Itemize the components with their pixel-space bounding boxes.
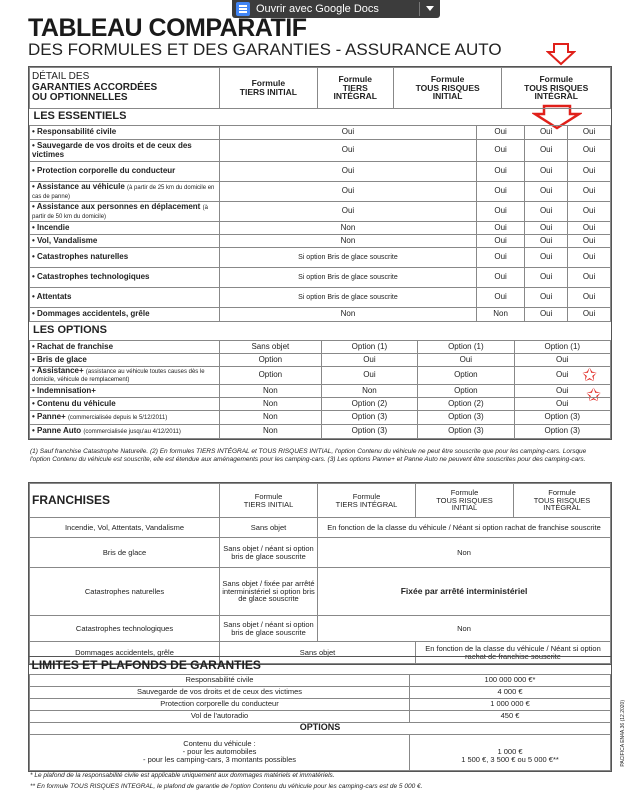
cell-value: Option (1)	[321, 341, 417, 354]
cell-value: Non	[220, 235, 477, 248]
row-label: Sauvegarde de vos droits et de ceux des victimes	[30, 686, 410, 698]
page-title: TABLEAU COMPARATIF	[28, 14, 307, 42]
cell-value: Oui	[525, 268, 568, 288]
cell-value: Oui	[525, 126, 568, 140]
row-label: • Indemnisation+	[30, 384, 220, 397]
cell-value: Option (2)	[418, 397, 514, 410]
cell-value: Non	[220, 424, 322, 438]
limits-table	[28, 656, 612, 772]
row-label: • Dommages accidentels, grêle	[30, 308, 220, 322]
table-row	[30, 341, 611, 354]
row-label: • Rachat de franchise	[30, 341, 220, 354]
cell-value: Option	[418, 367, 514, 385]
cell-value: Oui	[321, 354, 417, 367]
table-row	[30, 288, 611, 308]
open-with-label: Ouvrir avec Google Docs	[256, 3, 379, 15]
table-row	[30, 140, 611, 162]
cell-value: Oui	[476, 268, 524, 288]
section-title: FRANCHISES	[30, 484, 220, 518]
cell-value: Oui	[525, 288, 568, 308]
red-star-icon: ✩	[586, 385, 602, 405]
table-row: Incendie, Vol, Attentats, Vandalisme Sans objet En fonction de la classe du véhicule / Néant si option rachat de franchise souscrite	[30, 518, 611, 538]
cell-value: 4 000 €	[410, 686, 611, 698]
cell-value: Oui	[476, 140, 524, 162]
cell-value: Sans objet	[220, 341, 322, 354]
document-reference: PACIFICA EN4A.36 (12.2020)	[620, 700, 626, 767]
row-label: Vol de l'autoradio	[30, 710, 410, 722]
cell-value: Non	[220, 410, 322, 424]
header-tous-risques-integral: Formule TOUS RISQUES INTÉGRAL	[514, 484, 611, 518]
row-label: • Assistance+ (assistance au véhicule toutes causes dès le domicile, véhicule de remplacement)	[30, 367, 220, 385]
cell-value: Option (3)	[514, 410, 610, 424]
table-row	[30, 222, 611, 235]
row-label: • Panne Auto (commercialisée jusqu'au 4/12/2011)	[30, 424, 220, 438]
cell-value: Oui	[476, 182, 524, 202]
cell-value: Oui	[418, 354, 514, 367]
cell-value: Option	[418, 384, 514, 397]
cell-value: Oui	[525, 308, 568, 322]
cell-value: Oui	[321, 367, 417, 385]
red-star-icon: ✩	[582, 365, 598, 385]
row-label: • Assistance au véhicule (à partir de 25 km du domicile en cas de panne)	[30, 182, 220, 202]
cell-value: Option (1)	[514, 341, 610, 354]
table-row	[30, 308, 611, 322]
cell-value: Oui	[514, 397, 610, 410]
franchises-table	[28, 482, 612, 665]
cell-value: Oui	[568, 162, 611, 182]
cell-value: Option	[220, 367, 322, 385]
divider	[419, 2, 420, 16]
cell-value: Oui	[568, 288, 611, 308]
table-row	[30, 410, 611, 424]
cell-value: Oui	[476, 126, 524, 140]
table-header	[30, 68, 611, 109]
cell-value: Si option Bris de glace souscrite	[220, 288, 477, 308]
cell-value: Oui	[220, 202, 477, 222]
header-tiers-initial: Formule TIERS INITIAL	[220, 68, 318, 109]
row-label: • Catastrophes naturelles	[30, 248, 220, 268]
cell-value: Non	[220, 384, 322, 397]
table-row	[30, 710, 611, 722]
cell-value: Oui	[568, 235, 611, 248]
table-row	[30, 268, 611, 288]
cell-value: 1 000 000 €	[410, 698, 611, 710]
row-label: • Protection corporelle du conducteur	[30, 162, 220, 182]
header-tous-risques-initial: Formule TOUS RISQUES INITIAL	[416, 484, 514, 518]
cell-value: Oui	[525, 182, 568, 202]
cell-value: Oui	[476, 248, 524, 268]
row-label: • Incendie	[30, 222, 220, 235]
footnote: * Le plafond de la responsabilité civile est applicable uniquement aux dommages matériels et immatériels.	[30, 772, 335, 779]
table-row: Catastrophes naturelles Sans objet / fixée par arrêté interministériel si option bris de glace souscrite Fixée par arrêté interministériel	[30, 568, 611, 616]
table-row	[30, 424, 611, 438]
section-title: LES ESSENTIELS	[33, 110, 127, 123]
cell-value: Oui	[525, 140, 568, 162]
red-arrow-down-icon	[546, 42, 576, 66]
cell-value: Oui	[476, 235, 524, 248]
cell-value: Option (2)	[321, 397, 417, 410]
header-tous-risques-initial: Formule TOUS RISQUES INITIAL	[393, 68, 502, 109]
table-row	[30, 202, 611, 222]
cell-value: Oui	[525, 162, 568, 182]
cell-value: 100 000 000 €*	[410, 674, 611, 686]
table-header	[30, 484, 611, 518]
cell-value: Si option Bris de glace souscrite	[220, 268, 477, 288]
cell-value: Oui	[568, 202, 611, 222]
cell-value: Oui	[220, 126, 477, 140]
cell-value: Option (3)	[418, 424, 514, 438]
chevron-down-icon[interactable]	[426, 6, 434, 11]
section-title: LES OPTIONS	[33, 324, 107, 337]
comparison-table	[28, 66, 612, 440]
row-label: • Bris de glace	[30, 354, 220, 367]
table-row	[30, 686, 611, 698]
cell-value: Oui	[568, 126, 611, 140]
cell-value: Oui	[568, 182, 611, 202]
cell-value: Oui	[525, 248, 568, 268]
cell-value: Oui	[514, 367, 610, 385]
cell-value: Oui	[476, 162, 524, 182]
cell-value: 450 €	[410, 710, 611, 722]
table-row: Bris de glace Sans objet / néant si option bris de glace souscrite Non	[30, 538, 611, 568]
cell-value: Oui	[220, 140, 477, 162]
table-row	[30, 235, 611, 248]
table-row	[30, 397, 611, 410]
table-row	[30, 384, 611, 397]
header-tiers-integral: Formule TIERS INTÉGRAL	[318, 484, 416, 518]
row-label: • Catastrophes technologiques	[30, 268, 220, 288]
cell-value: Oui	[525, 222, 568, 235]
row-label: Protection corporelle du conducteur	[30, 698, 410, 710]
cell-value: Oui	[514, 384, 610, 397]
row-label: • Panne+ (commercialisée depuis le 5/12/2011)	[30, 410, 220, 424]
row-label: • Vol, Vandalisme	[30, 235, 220, 248]
row-label: • Contenu du véhicule	[30, 397, 220, 410]
cell-value: Oui	[220, 162, 477, 182]
cell-value: Oui	[568, 222, 611, 235]
cell-value: Oui	[525, 235, 568, 248]
table-row	[30, 248, 611, 268]
cell-value: Oui	[476, 288, 524, 308]
footnote: ** En formule TOUS RISQUES INTEGRAL, le plafond de garantie de l'option Contenu du véhicule pour les camping-cars est de 5 000 €.	[30, 783, 423, 790]
cell-value: Non	[321, 384, 417, 397]
row-label: • Assistance aux personnes en déplacement (à partir de 50 km du domicile)	[30, 202, 220, 222]
cell-value: Oui	[514, 354, 610, 367]
page-subtitle: DES FORMULES ET DES GARANTIES - ASSURANCE AUTO	[28, 40, 502, 59]
table-row	[30, 354, 611, 367]
table-row: Catastrophes technologiques Sans objet / néant si option bris de glace souscrite Non	[30, 616, 611, 642]
cell-value: Option	[220, 354, 322, 367]
cell-value: Si option Bris de glace souscrite	[220, 248, 477, 268]
table-row: Contenu du véhicule : - pour les automobiles - pour les camping-cars, 3 montants possibles 1 000 € 1 500 €, 3 500 € ou 5 000 €**	[30, 734, 611, 770]
cell-value: Option (3)	[321, 410, 417, 424]
row-label: • Responsabilité civile	[30, 126, 220, 140]
table-row	[30, 162, 611, 182]
cell-value: Oui	[220, 182, 477, 202]
row-label: Responsabilité civile	[30, 674, 410, 686]
cell-value: Non	[220, 397, 322, 410]
cell-value: Option (3)	[321, 424, 417, 438]
header-tiers-initial: Formule TIERS INITIAL	[220, 484, 318, 518]
table-row	[30, 367, 611, 385]
header-detail: DÉTAIL DES GARANTIES ACCORDÉES OU OPTIONNELLES	[30, 68, 220, 109]
cell-value: Option (3)	[418, 410, 514, 424]
cell-value: Option (1)	[418, 341, 514, 354]
table-row: Dommages accidentels, grêle Sans objet En fonction de la classe du véhicule / Néant si option rachat de franchise souscrite	[30, 642, 611, 664]
row-label: • Attentats	[30, 288, 220, 308]
cell-value: Oui	[568, 248, 611, 268]
cell-value: Oui	[568, 308, 611, 322]
cell-value: Non	[220, 222, 477, 235]
cell-value: Option (3)	[514, 424, 610, 438]
footnote: (1) Sauf franchise Catastrophe Naturelle. (2) En formules TIERS INTÉGRAL et TOUS RISQUES INITIAL, l'option Contenu du véhicule ne peut être souscrite que pour les camping-cars. Lorsque l'option Contenu du véhicule est souscrite, elle est étendue aux aménagements pour les camping-cars. (3) Les options Panne+ et Panne Auto ne peuvent être souscrites pour des camping-cars.	[30, 448, 587, 464]
table-row	[30, 126, 611, 140]
table-row	[30, 698, 611, 710]
cell-value: Oui	[525, 202, 568, 222]
table-row	[30, 674, 611, 686]
cell-value: Oui	[476, 222, 524, 235]
header-tiers-integral: Formule TIERS INTÉGRAL	[317, 68, 393, 109]
cell-value: Oui	[476, 202, 524, 222]
cell-value: Non	[476, 308, 524, 322]
header-tous-risques-integral: Formule TOUS RISQUES INTÉGRAL	[502, 68, 611, 109]
cell-value: Oui	[568, 268, 611, 288]
cell-value: Oui	[568, 140, 611, 162]
table-row	[30, 182, 611, 202]
options-title: OPTIONS	[30, 722, 611, 734]
section-title: LIMITES ET PLAFONDS DE GARANTIES	[31, 657, 261, 672]
cell-value: Non	[220, 308, 477, 322]
row-label: • Sauvegarde de vos droits et de ceux des victimes	[30, 140, 220, 162]
